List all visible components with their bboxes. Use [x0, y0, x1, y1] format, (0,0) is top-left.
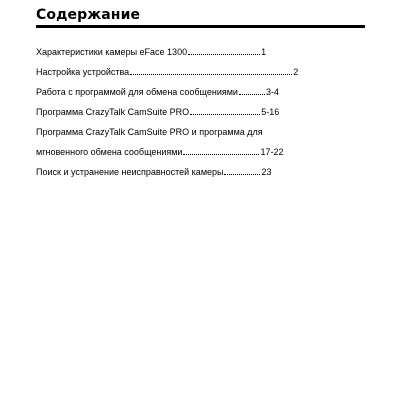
toc-entry-title: Характеристики камеры eFace 1300 [36, 47, 188, 57]
toc-leader-dots [190, 113, 260, 115]
page-title: Содержание [36, 7, 141, 23]
toc-leader-dots [183, 153, 259, 155]
toc-entry-page: 3-4 [265, 87, 279, 97]
toc-entry-title: Настройка устройства [36, 67, 130, 77]
toc-leader-dots [239, 93, 265, 95]
toc-entry-line-1 [36, 125, 366, 145]
toc-entry-page: 5-16 [261, 107, 280, 117]
toc-entry [36, 105, 366, 125]
title-underline [36, 25, 365, 28]
toc-entry-page: 17-22 [260, 147, 284, 157]
toc-entry-title: Программа CrazyTalk CamSuite PRO и программа для [36, 127, 263, 137]
toc-entry-page: 23 [261, 167, 272, 177]
table-of-contents [36, 45, 366, 185]
toc-entry-page: 2 [293, 67, 299, 77]
toc-entry [36, 45, 366, 65]
toc-entry-page: 1 [261, 47, 267, 57]
toc-leader-dots [224, 173, 260, 175]
toc-entry-title: Программа CrazyTalk CamSuite PRO [36, 107, 190, 117]
toc-entry-line-2 [36, 145, 366, 165]
toc-leader-dots [130, 73, 292, 75]
toc-entry-title: Работа с программой для обмена сообщениями [36, 87, 238, 97]
toc-entry [36, 165, 366, 185]
toc-entry [36, 65, 366, 85]
toc-entry-title-continued: мгновенного обмена сообщениями [36, 147, 183, 157]
toc-entry [36, 85, 366, 105]
toc-leader-dots [188, 53, 260, 55]
toc-entry-title: Поиск и устранение неисправностей камеры [36, 167, 224, 177]
